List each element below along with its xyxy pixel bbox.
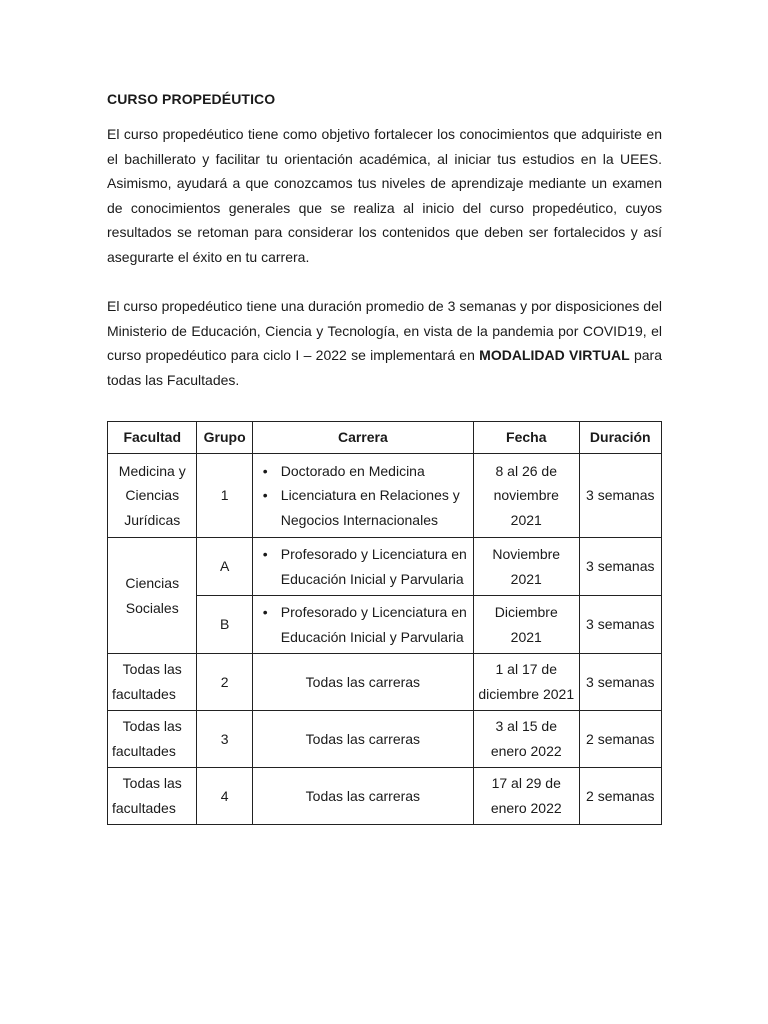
cell-grupo: 4 bbox=[197, 768, 252, 825]
cell-duracion: 2 semanas bbox=[579, 711, 661, 768]
modality-paragraph bbox=[107, 294, 662, 392]
cell-facultad: Todas las facultades bbox=[108, 768, 197, 825]
table-row bbox=[108, 454, 662, 538]
cell-grupo: 1 bbox=[197, 454, 252, 538]
header-fecha: Fecha bbox=[473, 422, 579, 454]
cell-fecha: Noviembre 2021 bbox=[473, 538, 579, 596]
header-facultad: Facultad bbox=[108, 422, 197, 454]
cell-facultad: Medicina y Ciencias Jurídicas bbox=[108, 454, 197, 538]
cell-grupo: 3 bbox=[197, 711, 252, 768]
table-row bbox=[108, 711, 662, 768]
cell-fecha: 1 al 17 de diciembre 2021 bbox=[473, 654, 579, 711]
modality-text-after: para todas las Facultades. bbox=[107, 347, 662, 388]
modality-emphasis: MODALIDAD VIRTUAL bbox=[479, 347, 630, 364]
carrera-list bbox=[257, 542, 469, 591]
carrera-list bbox=[257, 600, 469, 649]
list-item: • Profesorado y Licenciatura en Educación Inicial y Parvularia bbox=[281, 542, 469, 591]
cell-fecha: 8 al 26 de noviembre 2021 bbox=[473, 454, 579, 538]
list-item: • Doctorado en Medicina bbox=[281, 459, 469, 484]
cell-carrera: Todas las carreras bbox=[252, 711, 473, 768]
cell-grupo: B bbox=[197, 596, 252, 654]
cell-duracion: 3 semanas bbox=[579, 454, 661, 538]
cell-fecha: 17 al 29 de enero 2022 bbox=[473, 768, 579, 825]
table-header-row bbox=[108, 422, 662, 454]
cell-facultad: Ciencias Sociales bbox=[108, 538, 197, 654]
cell-duracion: 3 semanas bbox=[579, 596, 661, 654]
cell-duracion: 3 semanas bbox=[579, 654, 661, 711]
header-carrera: Carrera bbox=[252, 422, 473, 454]
modality-text-before: El curso propedéutico tiene una duración promedio de 3 semanas y por disposiciones del Ministerio de Educación, Ciencia y Tecnología, en vista de la pandemia por COVID19, el curso propedéutico para ciclo I – 2022 se implementará en bbox=[107, 298, 662, 364]
cell-duracion: 2 semanas bbox=[579, 768, 661, 825]
cell-fecha: 3 al 15 de enero 2022 bbox=[473, 711, 579, 768]
cell-carrera: Todas las carreras bbox=[252, 768, 473, 825]
table-row bbox=[108, 654, 662, 711]
cell-carrera: Todas las carreras bbox=[252, 654, 473, 711]
carrera-list bbox=[257, 459, 469, 533]
cell-duracion: 3 semanas bbox=[579, 538, 661, 596]
schedule-table bbox=[107, 421, 662, 825]
cell-carrera bbox=[252, 454, 473, 538]
cell-facultad: Todas las facultades bbox=[108, 711, 197, 768]
list-item: • Licenciatura en Relaciones y Negocios Internacionales bbox=[281, 483, 469, 532]
intro-paragraph: El curso propedéutico tiene como objetivo fortalecer los conocimientos que adquiriste en el bachillerato y facilitar tu orientación académica, al iniciar tus estudios en la UEES. Asimismo, ayudará a que conozcamos tus niveles de aprendizaje mediante un examen de conocimientos generales que se realiza al inicio del curso propedéutico, cuyos resultados se retoman para considerar los contenidos que deben ser fortalecidos y así asegurarte el éxito en tu carrera. bbox=[107, 126, 662, 265]
table-row bbox=[108, 768, 662, 825]
cell-facultad: Todas las facultades bbox=[108, 654, 197, 711]
header-duracion: Duración bbox=[579, 422, 661, 454]
header-grupo: Grupo bbox=[197, 422, 252, 454]
cell-grupo: 2 bbox=[197, 654, 252, 711]
cell-fecha: Diciembre 2021 bbox=[473, 596, 579, 654]
page-title: CURSO PROPEDÉUTICO bbox=[107, 91, 276, 107]
list-item: • Profesorado y Licenciatura en Educación Inicial y Parvularia bbox=[281, 600, 469, 649]
table-row bbox=[108, 538, 662, 596]
cell-grupo: A bbox=[197, 538, 252, 596]
cell-carrera bbox=[252, 596, 473, 654]
cell-carrera bbox=[252, 538, 473, 596]
